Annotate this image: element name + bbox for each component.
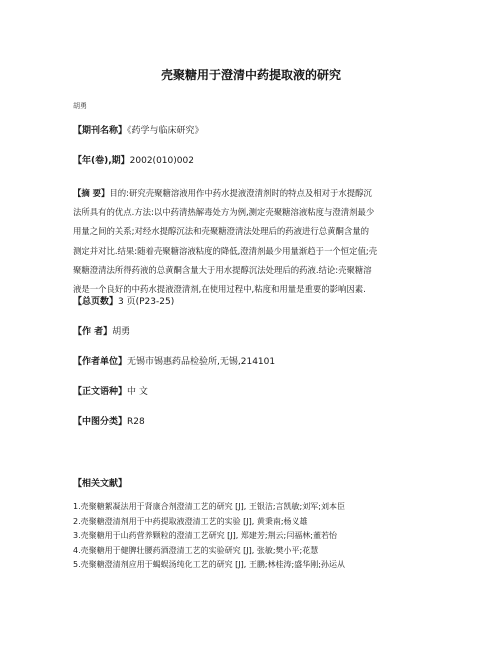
author-line: 胡勇 <box>73 102 87 110</box>
pages-field <box>73 296 174 308</box>
pages-value: 3 页(P23-25) <box>118 297 175 307</box>
related-item[interactable]: 4.壳聚糖用于健脾壮腰药酒澄清工艺的实验研究 [J], 张敏;樊小平;花慧 <box>73 545 319 555</box>
language-label: 【正文语种】 <box>73 387 128 397</box>
language-field <box>73 386 148 398</box>
classification-value: R28 <box>127 417 145 427</box>
related-literature-list <box>73 500 453 573</box>
year-issue-value: 2002(010)002 <box>129 156 194 166</box>
journal-value: 《药学与临床研究》 <box>127 126 204 136</box>
abstract-block <box>73 184 435 299</box>
affiliation-label: 【作者单位】 <box>73 357 128 367</box>
year-issue-field <box>73 155 194 167</box>
classification-label: 【中图分类】 <box>73 417 128 427</box>
document-title: 壳聚糖用于澄清中药提取液的研究 <box>160 68 341 82</box>
journal-label: 【期刊名称】 <box>73 126 128 136</box>
related-item[interactable]: 2.壳聚糖澄清剂用于中药提取液澄清工艺的实验 [J], 黄秉南;杨义雄 <box>73 516 308 526</box>
related-item[interactable]: 5.壳聚糖澄清剂应用于蝎蜈汤纯化工艺的研究 [J], 王鹏;林桂涛;盛华刚;孙运从 <box>73 560 345 570</box>
pages-label: 【总页数】 <box>73 297 119 307</box>
author-field <box>73 326 130 338</box>
journal-field <box>73 125 204 137</box>
author-label: 【作 者】 <box>73 327 113 337</box>
affiliation-field <box>73 356 275 368</box>
abstract-label: 【摘 要】 <box>73 188 110 198</box>
year-issue-label: 【年(卷),期】 <box>73 156 130 166</box>
related-item[interactable]: 1.壳聚糖絮凝法用于肾康合剂澄清工艺的研究 [J], 王银洁;言凯敏;刘军;刘本臣 <box>73 502 345 511</box>
author-value: 胡勇 <box>112 327 131 337</box>
affiliation-value: 无锡市锡惠药品检验所,无锡,214101 <box>127 357 276 367</box>
language-value: 中 文 <box>127 387 148 397</box>
related-item[interactable]: 3.壳聚糖用于山药营养颗粒的澄清工艺研究 [J], 郑建芳;荆云;闫福林;董若怡 <box>73 531 337 541</box>
related-literature-heading: 【相关文献】 <box>73 479 128 489</box>
classification-field <box>73 416 145 428</box>
abstract-text: 目的:研究壳聚糖溶液用作中药水提液澄清剂时的特点及相对于水提醇沉 法所具有的优点.方法:以中药清热解毒处方为例,测定壳聚糖溶液粘度与澄清剂最少 用量之间的关系;对经水提醇沉法和壳聚糖澄清法处理后的药液进行总黄酮含量的 测定并对比.结果:随着壳聚糖溶液粘度的降低,澄清剂最少用量渐趋于一个恒定值;壳 聚糖澄清法所得药液的总黄酮含量大于用水提醇沉法处理后的药液.结论:壳聚糖溶 液是一个良好的中药水提液澄清剂,在使用过程中,粘度和用量是重要的影响因素. <box>73 188 378 295</box>
